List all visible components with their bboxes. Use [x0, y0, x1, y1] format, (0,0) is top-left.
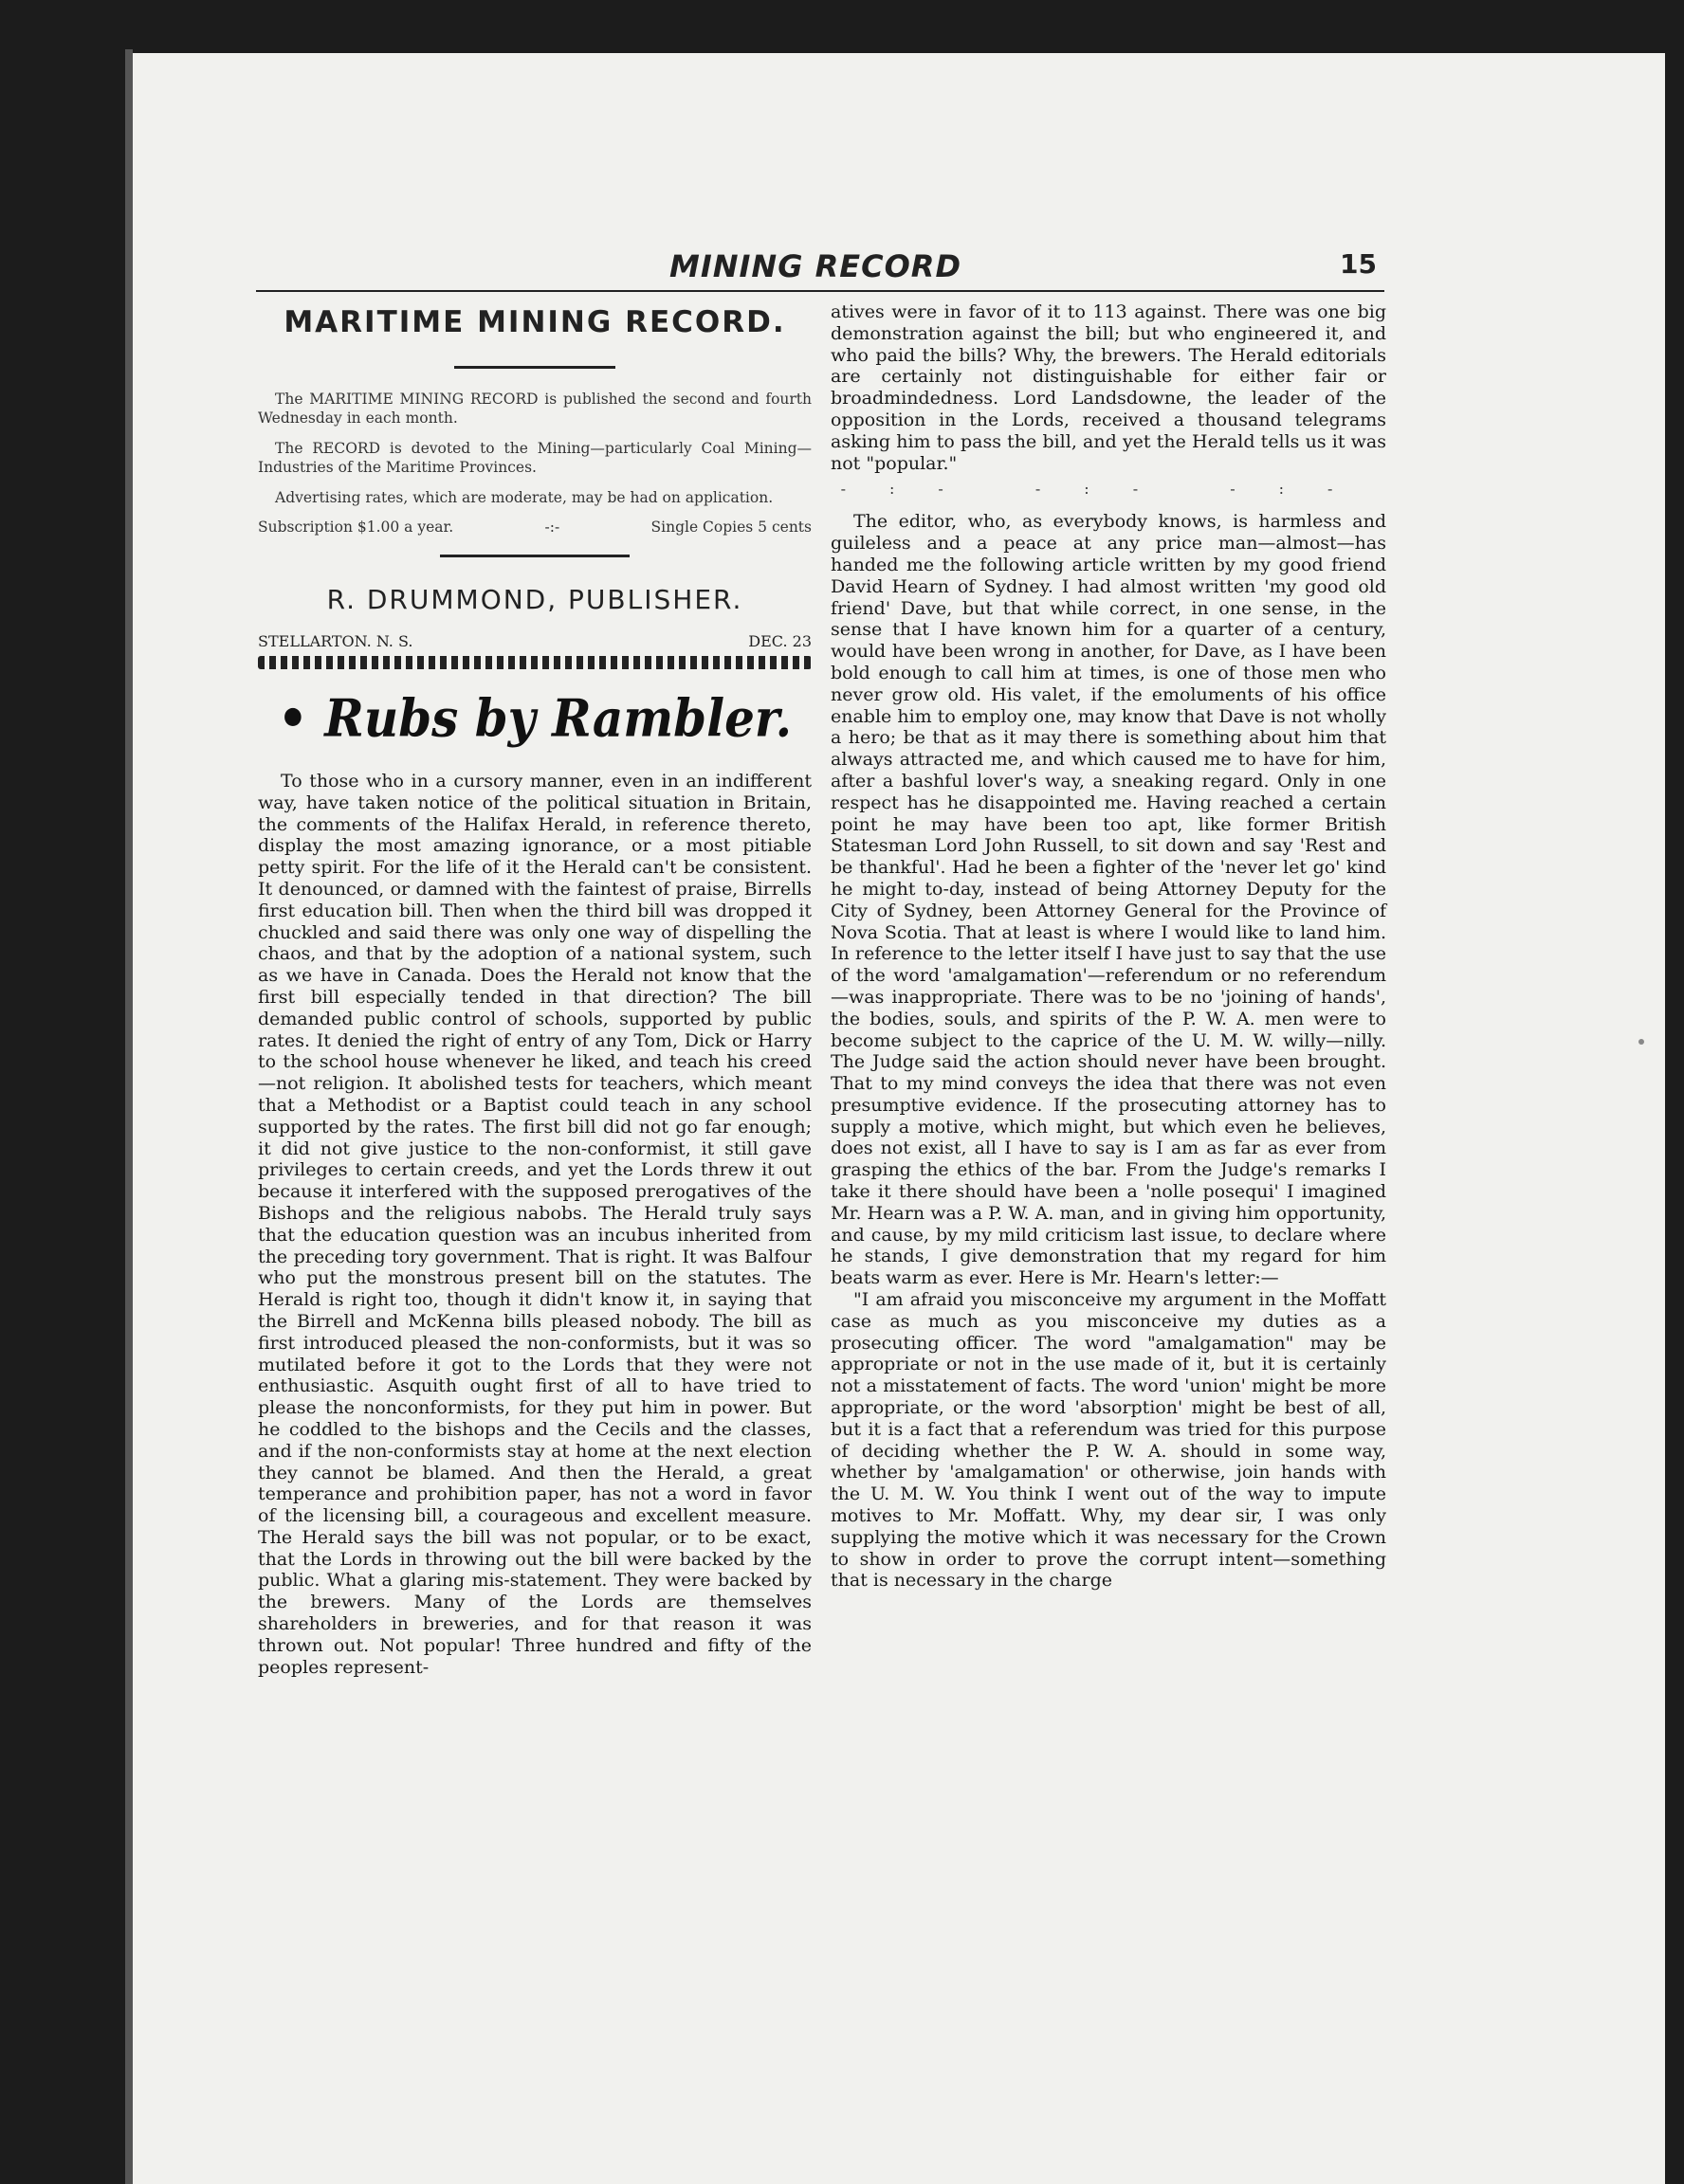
- subscription-price: Subscription $1.00 a year.: [258, 519, 454, 536]
- publisher-line: R. DRUMMOND, PUBLISHER.: [326, 584, 743, 615]
- devotion-note: The RECORD is devoted to the Mining—particularly Coal Mining—Industries of the Maritime Provinces.: [258, 440, 812, 476]
- running-title: MINING RECORD: [668, 248, 961, 284]
- issue-date: DEC. 23: [748, 632, 812, 650]
- subscription-line: [258, 519, 812, 536]
- page-blemish: [1638, 1039, 1644, 1045]
- running-header: [256, 248, 1384, 292]
- dateline: [258, 632, 812, 650]
- publisher-rule: [440, 555, 630, 557]
- masthead-title: MARITIME MINING RECORD.: [284, 305, 786, 339]
- article-title: • Rubs by Rambler.: [277, 687, 793, 749]
- publication-note: The MARITIME MINING RECORD is published the second and fourth Wednesday in each month.: [258, 391, 812, 427]
- masthead-rule: [454, 366, 615, 369]
- right-column: [831, 301, 1386, 2159]
- ornamental-border: [258, 656, 812, 669]
- page-number: 15: [1340, 248, 1377, 280]
- article-body-right-1: atives were in favor of it to 113 against. There was one big demonstration against the bill; but who engineered it, and who paid the bills? Why, the brewers. The Herald editorials are certainly not distinguishable for either fair or broadmindedness. Lord Landsdowne, the leader of the opposition in the Lords, received a thousand telegrams asking him to pass the bill, and yet the Herald tells us it was not "popular.": [831, 301, 1386, 474]
- article-body-right-3: "I am afraid you misconceive my argument in the Moffatt case as much as you misconceive my duties as a prosecuting officer. The word "amalgamation" may be appropriate or not in the use made of it, but it is certainly not a misstatement of facts. The word 'union' might be more appropriate, or the word 'absorption' might be best of all, but it is a fact that a referendum was tried for this purpose of deciding whether the P. W. A. should in some way, whether by 'amalgamation' or otherwise, join hands with the U. M. W. You think I went out of the way to impute motives to Mr. Moffatt. Why, my dear sir, I was only supplying the motive which it was necessary for the Crown to show in order to prove the corrupt intent—something that is necessary in the charge: [831, 1289, 1386, 1592]
- single-copy-price: Single Copies 5 cents: [650, 519, 812, 536]
- left-column: [258, 301, 812, 2159]
- advertising-note: Advertising rates, which are moderate, may be had on application.: [275, 489, 774, 506]
- article-body-left: To those who in a cursory manner, even in an indifferent way, have taken notice of the political situation in Britain, the comments of the Halifax Herald, in reference thereto, display the most amazing ignorance, or a most pitiable petty spirit. For the life of it the Herald can't be consistent. It denounced, or damned with the faintest of praise, Birrells first education bill. Then when the third bill was dropped it chuckled and said there was only one way of dispelling the chaos, and that by the adoption of a national system, such as we have in Canada. Does the Herald not know that the first bill especially tended in that direction? The bill demanded public control of schools, supported by public rates. It denied the right of entry of any Tom, Dick or Harry to the school house whenever he liked, and teach his creed—not religion. It abolished tests for teachers, which meant that a Methodist or a Baptist could teach in any school supported by the rates. The first bill did not go far enough; it did not give justice to the non-conformist, it still gave privileges to certain creeds, and yet the Lords threw it out because it interfered with the supposed prerogatives of the Bishops and the religious nabobs. The Herald truly says that the education question was an incubus inherited from the preceding tory government. That is right. It was Balfour who put the monstrous present bill on the statutes. The Herald is right too, though it didn't know it, in saying that the Birrell and McKenna bills pleased nobody. The bill as first introduced pleased the non-conformists, but it was so mutilated before it got to the Lords that they were not enthusiastic. Asquith ought first of all to have tried to please the nonconformists, for they put him in power. But he coddled to the bishops and the Cecils and the classes, and if the non-conformists stay at home at the next election they cannot be blamed. And then the Herald, a great temperance and prohibition paper, has not a word in favor of the licensing bill, a courageous and excellent measure. The Herald says the bill was not popular, or to be exact, that the Lords in throwing out the bill were backed by the public. What a glaring mis-statement. They were backed by the brewers. Many of the Lords are themselves shareholders in breweries, and for that reason it was thrown out. Not popular! Three hundred and fifty of the peoples represent-: [258, 771, 812, 1678]
- page-edge: [125, 49, 133, 2184]
- subscription-separator: -:-: [544, 519, 560, 536]
- article-body-right-2: The editor, who, as everybody knows, is harmless and guileless and a peace at any price man—almost—has handed me the following article written by my good friend David Hearn of Sydney. I had almost written 'my good old friend' Dave, but that while correct, in one sense, in the sense that I have known him for a quarter of a century, would have been wrong in another, for Dave, as I have been bold enough to call him at times, is one of those men who never grow old. His valet, if the emoluments of his office enable him to employ one, may know that Dave is not wholly a hero; be that as it may there is something about him that always attracted me, and which caused me to have for him, after a bashful lover's way, a sneaking regard. Only in one respect has he disappointed me. Having reached a certain point he may have been too apt, like former British Statesman Lord John Russell, to sit down and say 'Rest and be thankful'. Had he been a fighter of the 'never let go' kind he might to-day, instead of being Attorney Deputy for the City of Sydney, been Attorney General for the Province of Nova Scotia. That at least is where I would like to land him. In reference to the letter itself I have just to say that the use of the word 'amalgamation'—referendum or no referendum—was inappropriate. There was to be no 'joining of hands', the bodies, souls, and spirits of the P. W. A. men were to become subject to the caprice of the U. M. W. willy—nilly. The Judge said the action should never have been brought. That to my mind conveys the idea that there was not even presumptive evidence. If the prosecuting attorney has to supply a motive, which might, but which even he believes, does not exist, all I have to say is I am as far as ever from grasping the ethics of the bar. From the Judge's remarks I take it there should have been a 'nolle posequi' I imagined Mr. Hearn was a P. W. A. man, and in giving him opportunity, and cause, by my mild criticism last issue, to declare where he stands, I give demonstration that my regard for him beats warm as ever. Here is Mr. Hearn's letter:—: [831, 511, 1386, 1289]
- section-separator: -:- -:- -:-: [840, 480, 1377, 499]
- place: STELLARTON. N. S.: [258, 632, 413, 650]
